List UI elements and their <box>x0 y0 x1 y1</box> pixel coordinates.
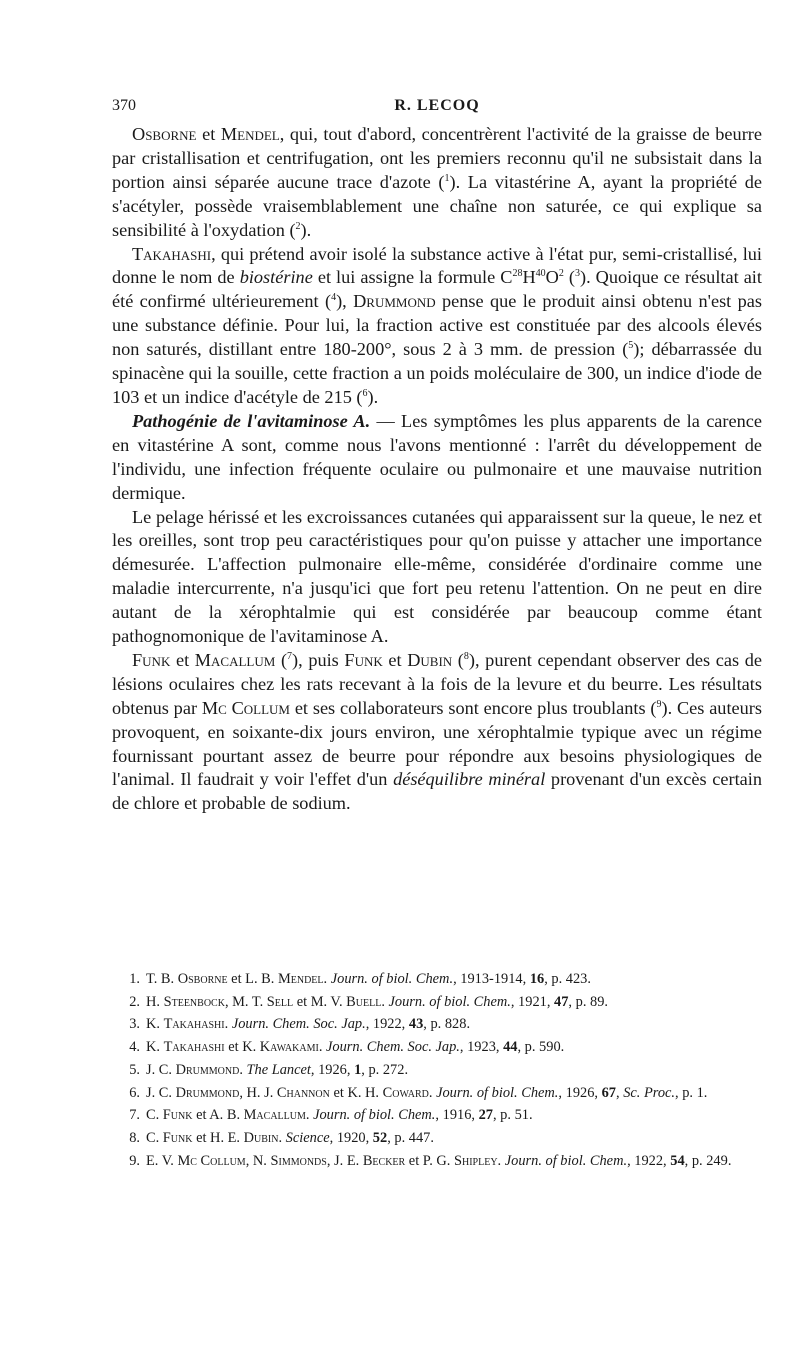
text-run: O <box>545 267 559 288</box>
footnote <box>112 1127 762 1150</box>
text-run: C. <box>146 1107 163 1124</box>
reference-marker: 28 <box>512 268 523 280</box>
text-run: , 1926, <box>310 1061 355 1078</box>
text-run: , 1922, <box>365 1016 409 1033</box>
author-name: Mendel <box>220 124 280 144</box>
text-run: et <box>196 124 221 144</box>
text-run: , 1920, <box>329 1129 373 1146</box>
author-name: Macallum <box>194 649 276 670</box>
text-run: . <box>224 1016 232 1033</box>
text-run: provenant d'un excès certain de chlore et probable de sodium. <box>112 769 763 814</box>
text-run: , 1923, <box>459 1039 504 1056</box>
footnote <box>112 1104 762 1127</box>
author-name: Osborne <box>177 971 228 987</box>
text-run: . <box>239 1061 247 1078</box>
volume-number: 67 <box>601 1084 616 1101</box>
italic-text: Journ. Chem. Soc. Jap. <box>231 1016 366 1033</box>
text-run: ( <box>275 649 288 670</box>
text-run: . <box>323 971 331 987</box>
reference-marker: 4 <box>331 292 337 304</box>
page-number: 370 <box>112 97 136 114</box>
author-name: Mendel <box>277 971 324 987</box>
text-run: J. C. <box>146 1061 176 1078</box>
author-name: Funk <box>162 1129 193 1146</box>
text-run: et P. G. <box>405 1152 454 1169</box>
text-run: , 1913-1914, <box>453 971 530 987</box>
volume-number: 52 <box>372 1129 388 1146</box>
text-run: et A. B. <box>192 1107 244 1124</box>
text-run: ( <box>452 649 464 670</box>
text-run: . <box>305 1107 314 1124</box>
text-run: . <box>381 993 389 1010</box>
paragraph <box>112 410 762 506</box>
text-run: ); débarrassée du spinacène qui la souille, cette fraction a un poids moléculaire de 300, un indice d'iode de 103 et un indice d'acétyle de 215 ( <box>112 339 762 407</box>
text-run: , N. <box>245 1152 271 1169</box>
text-run: C. <box>146 1129 163 1146</box>
footnote <box>112 1013 762 1036</box>
text-run: . <box>278 1129 286 1146</box>
footnote-number: 2. <box>129 993 140 1010</box>
text-run: , <box>615 1084 624 1101</box>
italic-text: biostérine <box>239 267 313 288</box>
text-run: pense que le produit ainsi obtenu n'est pas une substance définie. Pour lui, la fraction active est constituée par des alcools élevés non saturés, distillant entre 180-200°, sous 2 à 3 mm. de pression ( <box>112 291 762 360</box>
footnote <box>112 1082 762 1105</box>
text-run: et <box>382 649 408 670</box>
author-name: Sell <box>266 993 294 1010</box>
volume-number: 44 <box>503 1039 518 1056</box>
text-run: ). <box>367 386 379 407</box>
footnote <box>112 968 762 991</box>
text-run: ). Quoique ce résultat ait été confirmé ultérieurement ( <box>112 267 762 312</box>
author-name: Takahashi <box>132 243 212 264</box>
text-run: H. <box>146 993 164 1010</box>
text-run: ). La vitastérine A, ayant la propriété de s'acétyler, possède vraisemblablement une chaîne non saturée, ce qui explique sa sensibilité à l'oxydation ( <box>112 171 762 240</box>
text-run: et K. <box>224 1039 260 1056</box>
text-run: , p. 272. <box>361 1061 409 1078</box>
reference-marker: 2 <box>295 220 301 232</box>
paragraph <box>112 649 762 816</box>
author-name: Dubin <box>407 649 453 670</box>
text-run: , 1926, <box>558 1084 602 1101</box>
text-run: ), <box>336 291 354 312</box>
reference-marker: 9 <box>656 698 662 710</box>
text-run: , p. 423. <box>544 971 591 987</box>
text-run: , qui prétend avoir isolé la substance active à l'état pur, semi-cristallisé, lui donne le nom de <box>112 243 762 288</box>
text-run: . <box>497 1152 505 1169</box>
reference-marker: 40 <box>535 268 546 280</box>
italic-text: The Lancet <box>246 1061 311 1078</box>
text-run: et M. V. <box>293 993 347 1010</box>
author-name: Funk <box>344 649 383 670</box>
text-run: et lui assigne la formule C <box>312 267 513 288</box>
footnotes <box>112 968 762 1172</box>
footnote-number: 1. <box>129 971 140 987</box>
author-name: Takahashi <box>163 1016 225 1033</box>
text-run: , p. 89. <box>568 993 608 1010</box>
paragraph <box>112 243 762 410</box>
text-run: , J. E. <box>326 1152 363 1169</box>
italic-text: Journ. of biol. Chem. <box>313 1107 436 1124</box>
author-name: Drummond <box>175 1061 240 1078</box>
author-name: Drummond <box>175 1084 240 1101</box>
reference-marker: 8 <box>463 650 469 662</box>
italic-text: Science <box>285 1129 330 1146</box>
italic-text: déséquilibre minéral <box>393 769 546 790</box>
italic-text: Journ. of biol. Chem. <box>330 971 454 987</box>
text-run: , p. 590. <box>517 1039 565 1056</box>
footnote <box>112 991 762 1014</box>
reference-marker: 5 <box>628 340 634 352</box>
text-run: . <box>318 1039 327 1056</box>
volume-number: 43 <box>408 1016 424 1033</box>
reference-marker: 2 <box>558 268 564 280</box>
footnote-number: 6. <box>129 1084 140 1101</box>
author-name: Mc Collum <box>177 1152 246 1169</box>
volume-number: 27 <box>478 1107 493 1124</box>
author-name: Macallum <box>243 1107 306 1124</box>
author-name: Funk <box>132 649 171 670</box>
text-run: . <box>428 1084 437 1101</box>
text-run: — Les symptômes les plus apparents de la carence en vitastérine A sont, comme nous l'avons mentionné : l'arrêt du développement de l'individu, une infection fréquente oculaire ou pulmonaire et une mauvaise nutrition dermique. <box>112 410 762 503</box>
reference-marker: 1 <box>444 172 450 184</box>
text-run: ( <box>563 267 575 288</box>
text-run: ). <box>300 219 312 240</box>
text-run: , p. 51. <box>492 1107 533 1124</box>
footnote <box>112 1150 762 1173</box>
volume-number: 1 <box>354 1061 362 1078</box>
paragraph <box>112 506 762 649</box>
volume-number: 47 <box>554 993 569 1010</box>
text-run: , 1921, <box>510 993 555 1010</box>
text-run: et H. E. <box>192 1129 244 1146</box>
text-run: E. V. <box>146 1152 178 1169</box>
running-head: R. LECOQ <box>394 97 480 114</box>
volume-number: 16 <box>529 971 545 987</box>
italic-text: Journ. of biol. Chem. <box>436 1084 559 1101</box>
paragraph <box>112 123 762 243</box>
text-run: T. B. <box>146 971 178 987</box>
author-name: Dubin <box>243 1129 279 1146</box>
footnote-number: 7. <box>129 1107 140 1124</box>
text-run: H <box>522 267 536 288</box>
footnote-number: 5. <box>129 1061 140 1078</box>
volume-number: 54 <box>670 1152 685 1169</box>
italic-text: Journ. of biol. Chem. <box>504 1152 628 1169</box>
author-name: Mc Collum <box>201 697 290 718</box>
author-name: Takahashi <box>163 1039 225 1056</box>
author-name: Channon <box>276 1084 330 1101</box>
text-run: K. <box>146 1039 164 1056</box>
text-run: , 1916, <box>435 1107 479 1124</box>
page-header <box>112 97 762 121</box>
footnote <box>112 1036 762 1059</box>
author-name: Kawakami <box>259 1039 319 1056</box>
text-run: et K. H. <box>329 1084 383 1101</box>
text-run: et L. B. <box>227 971 278 987</box>
italic-text: Journ. of biol. Chem. <box>388 993 511 1010</box>
text-run: K. <box>146 1016 164 1033</box>
text-run: et ses collaborateurs sont encore plus troublants ( <box>290 697 657 718</box>
text-run: , p. 1. <box>675 1084 708 1101</box>
reference-marker: 6 <box>362 387 368 399</box>
footnote <box>112 1059 762 1082</box>
footnote-number: 9. <box>129 1152 140 1169</box>
footnote-number: 4. <box>129 1039 140 1056</box>
reference-marker: 7 <box>287 650 293 662</box>
author-name: Coward <box>382 1084 429 1101</box>
italic-text: Journ. Chem. Soc. Jap. <box>326 1039 460 1056</box>
footnote-number: 8. <box>129 1129 140 1146</box>
section-heading: Pathogénie de l'avitaminose A. <box>132 410 371 431</box>
body-text <box>112 123 762 816</box>
author-name: Becker <box>362 1152 406 1169</box>
text-run: ), puis <box>292 649 345 670</box>
text-run: , p. 828. <box>423 1016 471 1033</box>
author-name: Steenbock <box>163 993 225 1010</box>
author-name: Funk <box>162 1107 193 1124</box>
italic-text: Sc. Proc. <box>623 1084 676 1101</box>
text-run: , M. T. <box>224 993 267 1010</box>
text-run: ), purent cependant observer des cas de lésions oculaires chez les rats recevant à la fois de la levure et du beurre. Les résultats obtenus par <box>112 649 762 718</box>
text-run: ). Ces auteurs provoquent, en soixante-dix jours environ, une xérophtalmie typique avec un régime fournissant pourtant assez de beurre pour répondre aux besoins physiologiques de l'animal. Il faudrait y voir l'effet d'un <box>112 697 762 790</box>
author-name: Simmonds <box>270 1152 327 1169</box>
author-name: Shipley <box>453 1152 498 1169</box>
text-run: , p. 447. <box>387 1129 434 1146</box>
footnote-number: 3. <box>129 1016 140 1033</box>
reference-marker: 3 <box>574 268 580 280</box>
author-name: Drummond <box>353 291 436 312</box>
text-run: , 1922, <box>627 1152 671 1169</box>
author-name: Osborne <box>132 124 197 144</box>
text-run: J. C. <box>146 1084 176 1101</box>
author-name: Buell <box>346 993 382 1010</box>
text-run: et <box>170 649 195 670</box>
text-run: Le pelage hérissé et les excroissances cutanées qui apparaissent sur la queue, le nez et les oreilles, sont trop peu caractéristiques pour qu'on puisse y attacher une importance démesurée. L'affection pulmonaire elle-même, considérée d'ordinaire comme une maladie intercurrente, n'a jusqu'ici que fort peu retenu l'attention. On ne peut en dire autant de la xérophtalmie qui est considérée par beaucoup comme étant pathognomonique de l'avitaminose A. <box>112 506 762 647</box>
text-run: , H. J. <box>239 1084 277 1101</box>
text-run: , qui, tout d'abord, concentrèrent l'activité de la graisse de beurre par cristallisation et centrifugation, ont les premiers reconnu qu'il ne subsistait dans la portion ainsi séparée aucune trace d'azote ( <box>112 124 762 192</box>
text-run: , p. 249. <box>684 1152 732 1169</box>
